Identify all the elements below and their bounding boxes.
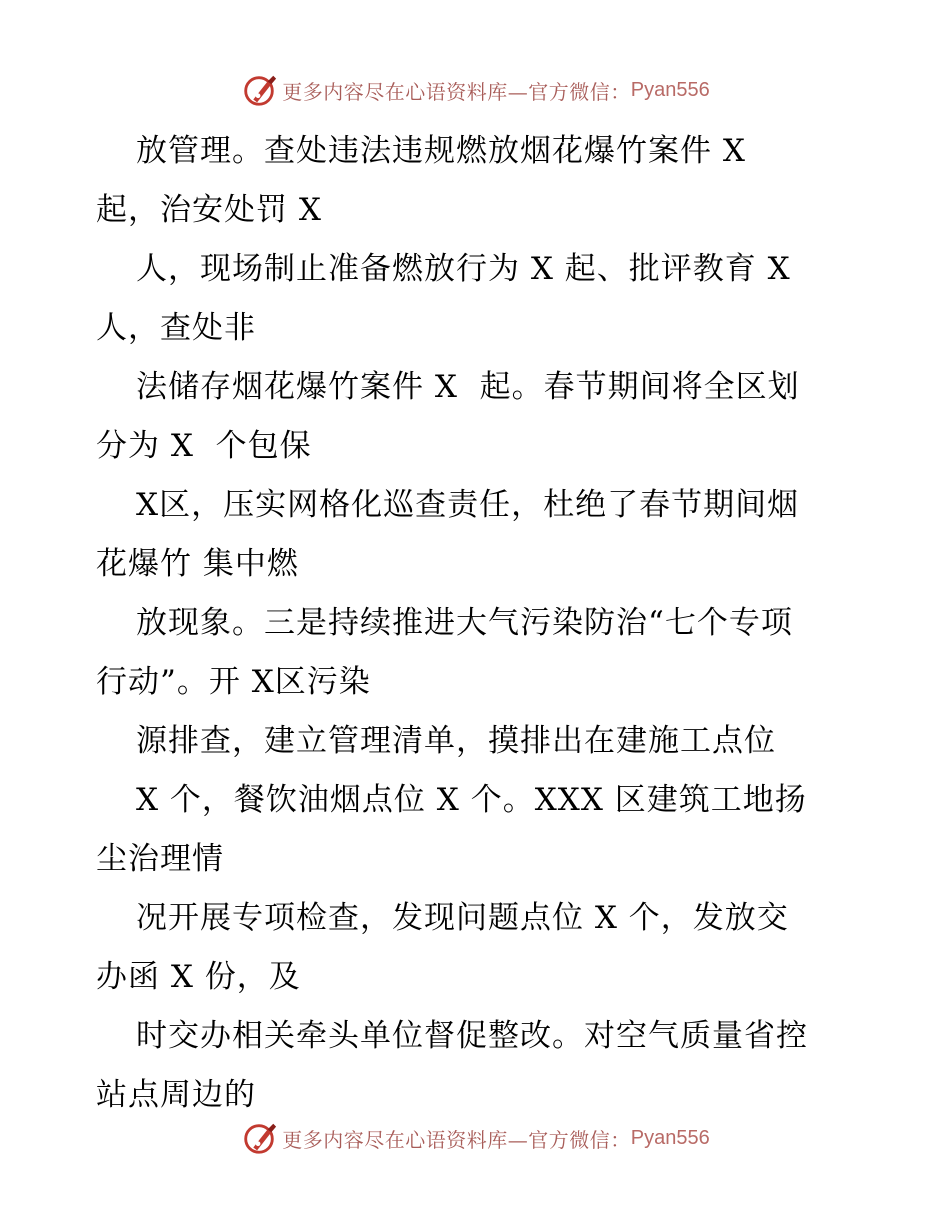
text-line: 办函 X 份，及 — [96, 959, 301, 995]
document-body — [96, 122, 896, 1125]
pen-nib-logo-icon — [240, 1119, 278, 1157]
footer-banner-wechat-id: Pyan556 — [630, 1126, 710, 1149]
text-line: 尘治理情 — [96, 841, 224, 877]
header-banner-wechat-id: Pyan556 — [630, 78, 710, 101]
text-line: 人，查处非 — [96, 310, 256, 346]
header-banner-content — [240, 71, 709, 109]
pen-nib-logo-icon — [240, 71, 278, 109]
header-banner-text: 更多内容尽在心语资料库—官方微信： — [282, 79, 631, 104]
text-line: 法储存烟花爆竹案件 X 起。春节期间将全区划 — [136, 369, 800, 405]
text-line: X 个，餐饮油烟点位 X 个。XXX 区建筑工地扬 — [136, 782, 807, 818]
header-banner — [0, 70, 950, 110]
footer-banner-text: 更多内容尽在心语资料库—官方微信： — [282, 1127, 631, 1152]
text-line: 况开展专项检查，发现问题点位 X 个，发放交 — [136, 900, 789, 936]
text-line: 花爆竹 集中燃 — [96, 546, 299, 582]
footer-banner-content — [240, 1119, 709, 1157]
text-line: 人，现场制止准备燃放行为 X 起、批评教育 X — [136, 251, 791, 287]
text-line: X区，压实网格化巡查责任，杜绝了春节期间烟 — [136, 487, 800, 523]
text-line: 起，治安处罚 X — [96, 192, 322, 228]
text-line: 行动”。开 X区污染 — [96, 664, 371, 700]
text-line: 放现象。三是持续推进大气污染防治“七个专项 — [136, 605, 793, 641]
text-line: 放管理。查处违法违规燃放烟花爆竹案件 X — [136, 133, 746, 169]
text-line: 站点周边的 — [96, 1077, 256, 1113]
text-line: 源排查，建立管理清单，摸排出在建施工点位 — [136, 723, 776, 759]
text-line: 分为 X 个包保 — [96, 428, 312, 464]
text-line: 时交办相关牵头单位督促整改。对空气质量省控 — [136, 1018, 808, 1054]
footer-banner — [0, 1118, 950, 1158]
